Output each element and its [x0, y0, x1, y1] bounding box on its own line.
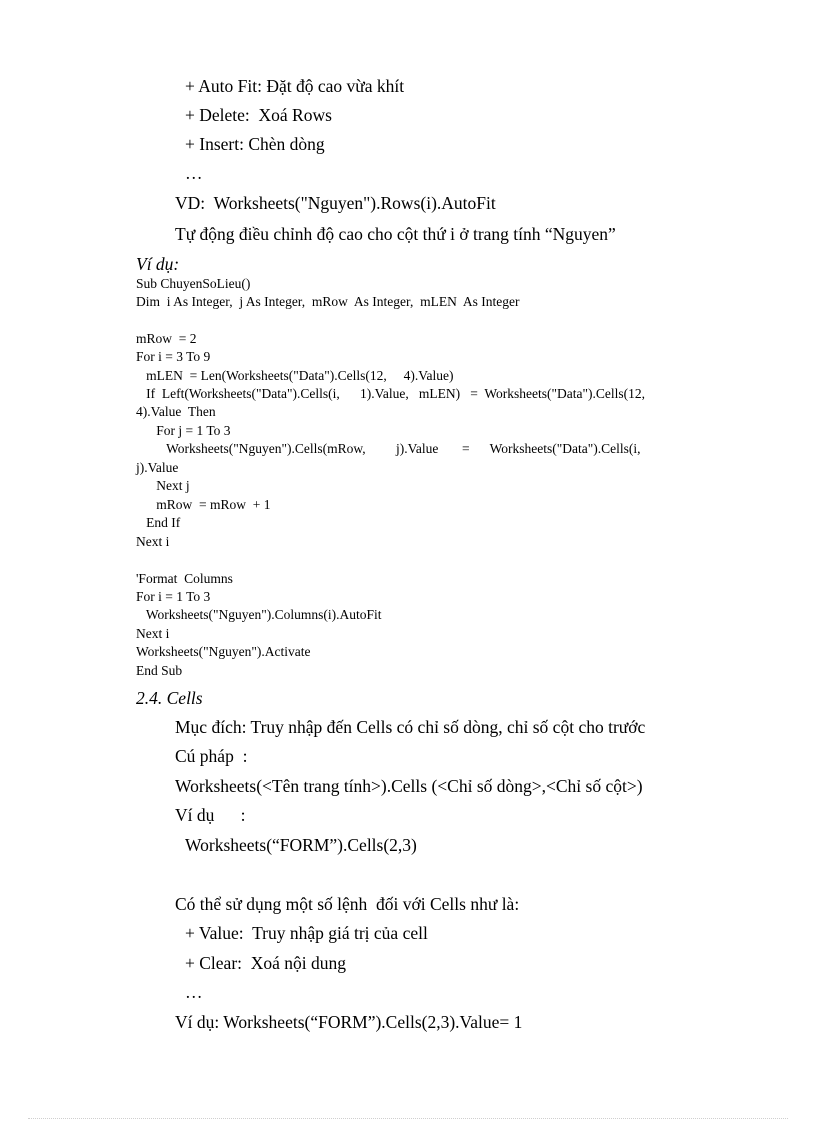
code-line: Worksheets("Nguyen").Cells(mRow, j).Value = Worksheets("Data").Cells(i,	[136, 441, 641, 456]
vd-description: Tự động điều chỉnh độ cao cho cột thứ i ở trang tính “Nguyen”	[175, 224, 616, 244]
code-line: Worksheets("Nguyen").Columns(i).AutoFit	[136, 607, 382, 622]
delete-item: + Delete: Xoá Rows	[185, 105, 332, 125]
example-heading: Ví dụ:	[136, 254, 180, 274]
code-line: 4).Value Then	[136, 404, 216, 419]
code-line: Worksheets("Nguyen").Activate	[136, 644, 311, 659]
autofit-item: + Auto Fit: Đặt độ cao vừa khít	[185, 76, 405, 96]
code-line: mRow = 2	[136, 331, 197, 346]
code-line: Next i	[136, 534, 170, 549]
code-line: Next i	[136, 626, 170, 641]
code-line: mLEN = Len(Worksheets("Data").Cells(12, 4).Value)	[136, 368, 454, 383]
ellipsis-item: …	[185, 163, 203, 183]
cells-syntax: Worksheets(<Tên trang tính>).Cells (<Chỉ số dòng>,<Chỉ số cột>)	[175, 776, 643, 796]
cells-example-label: Ví dụ :	[175, 805, 246, 825]
code-line: For j = 1 To 3	[136, 423, 231, 438]
code-line: End If	[136, 515, 181, 530]
cells-commands-intro: Có thể sử dụng một số lệnh đối với Cells như là:	[175, 894, 520, 914]
code-line: End Sub	[136, 663, 183, 678]
cells-example: Worksheets(“FORM”).Cells(2,3)	[185, 835, 417, 855]
value-command: + Value: Truy nhập giá trị của cell	[185, 923, 428, 943]
insert-item: + Insert: Chèn dòng	[185, 134, 325, 154]
clear-command: + Clear: Xoá nội dung	[185, 953, 347, 973]
code-line: Next j	[136, 478, 190, 493]
code-line: If Left(Worksheets("Data").Cells(i, 1).Value, mLEN) = Worksheets("Data").Cells(12,	[136, 386, 645, 401]
cells-syntax-label: Cú pháp :	[175, 746, 248, 766]
cells-final-example: Ví dụ: Worksheets(“FORM”).Cells(2,3).Value= 1	[175, 1012, 523, 1032]
commands-ellipsis: …	[185, 982, 203, 1002]
code-line: For i = 3 To 9	[136, 349, 211, 364]
section-heading-cells: 2.4. Cells	[136, 688, 203, 708]
code-line: For i = 1 To 3	[136, 589, 211, 604]
code-line: Dim i As Integer, j As Integer, mRow As Integer, mLEN As Integer	[136, 294, 520, 309]
code-line: Sub ChuyenSoLieu()	[136, 276, 251, 291]
code-line: j).Value	[136, 460, 179, 475]
cells-purpose: Mục đích: Truy nhập đến Cells có chỉ số dòng, chỉ số cột cho trước	[175, 717, 646, 737]
vd-example: VD: Worksheets("Nguyen").Rows(i).AutoFit	[175, 193, 496, 213]
page-bottom-divider	[28, 1118, 788, 1119]
code-line: 'Format Columns	[136, 571, 233, 586]
code-line: mRow = mRow + 1	[136, 497, 271, 512]
